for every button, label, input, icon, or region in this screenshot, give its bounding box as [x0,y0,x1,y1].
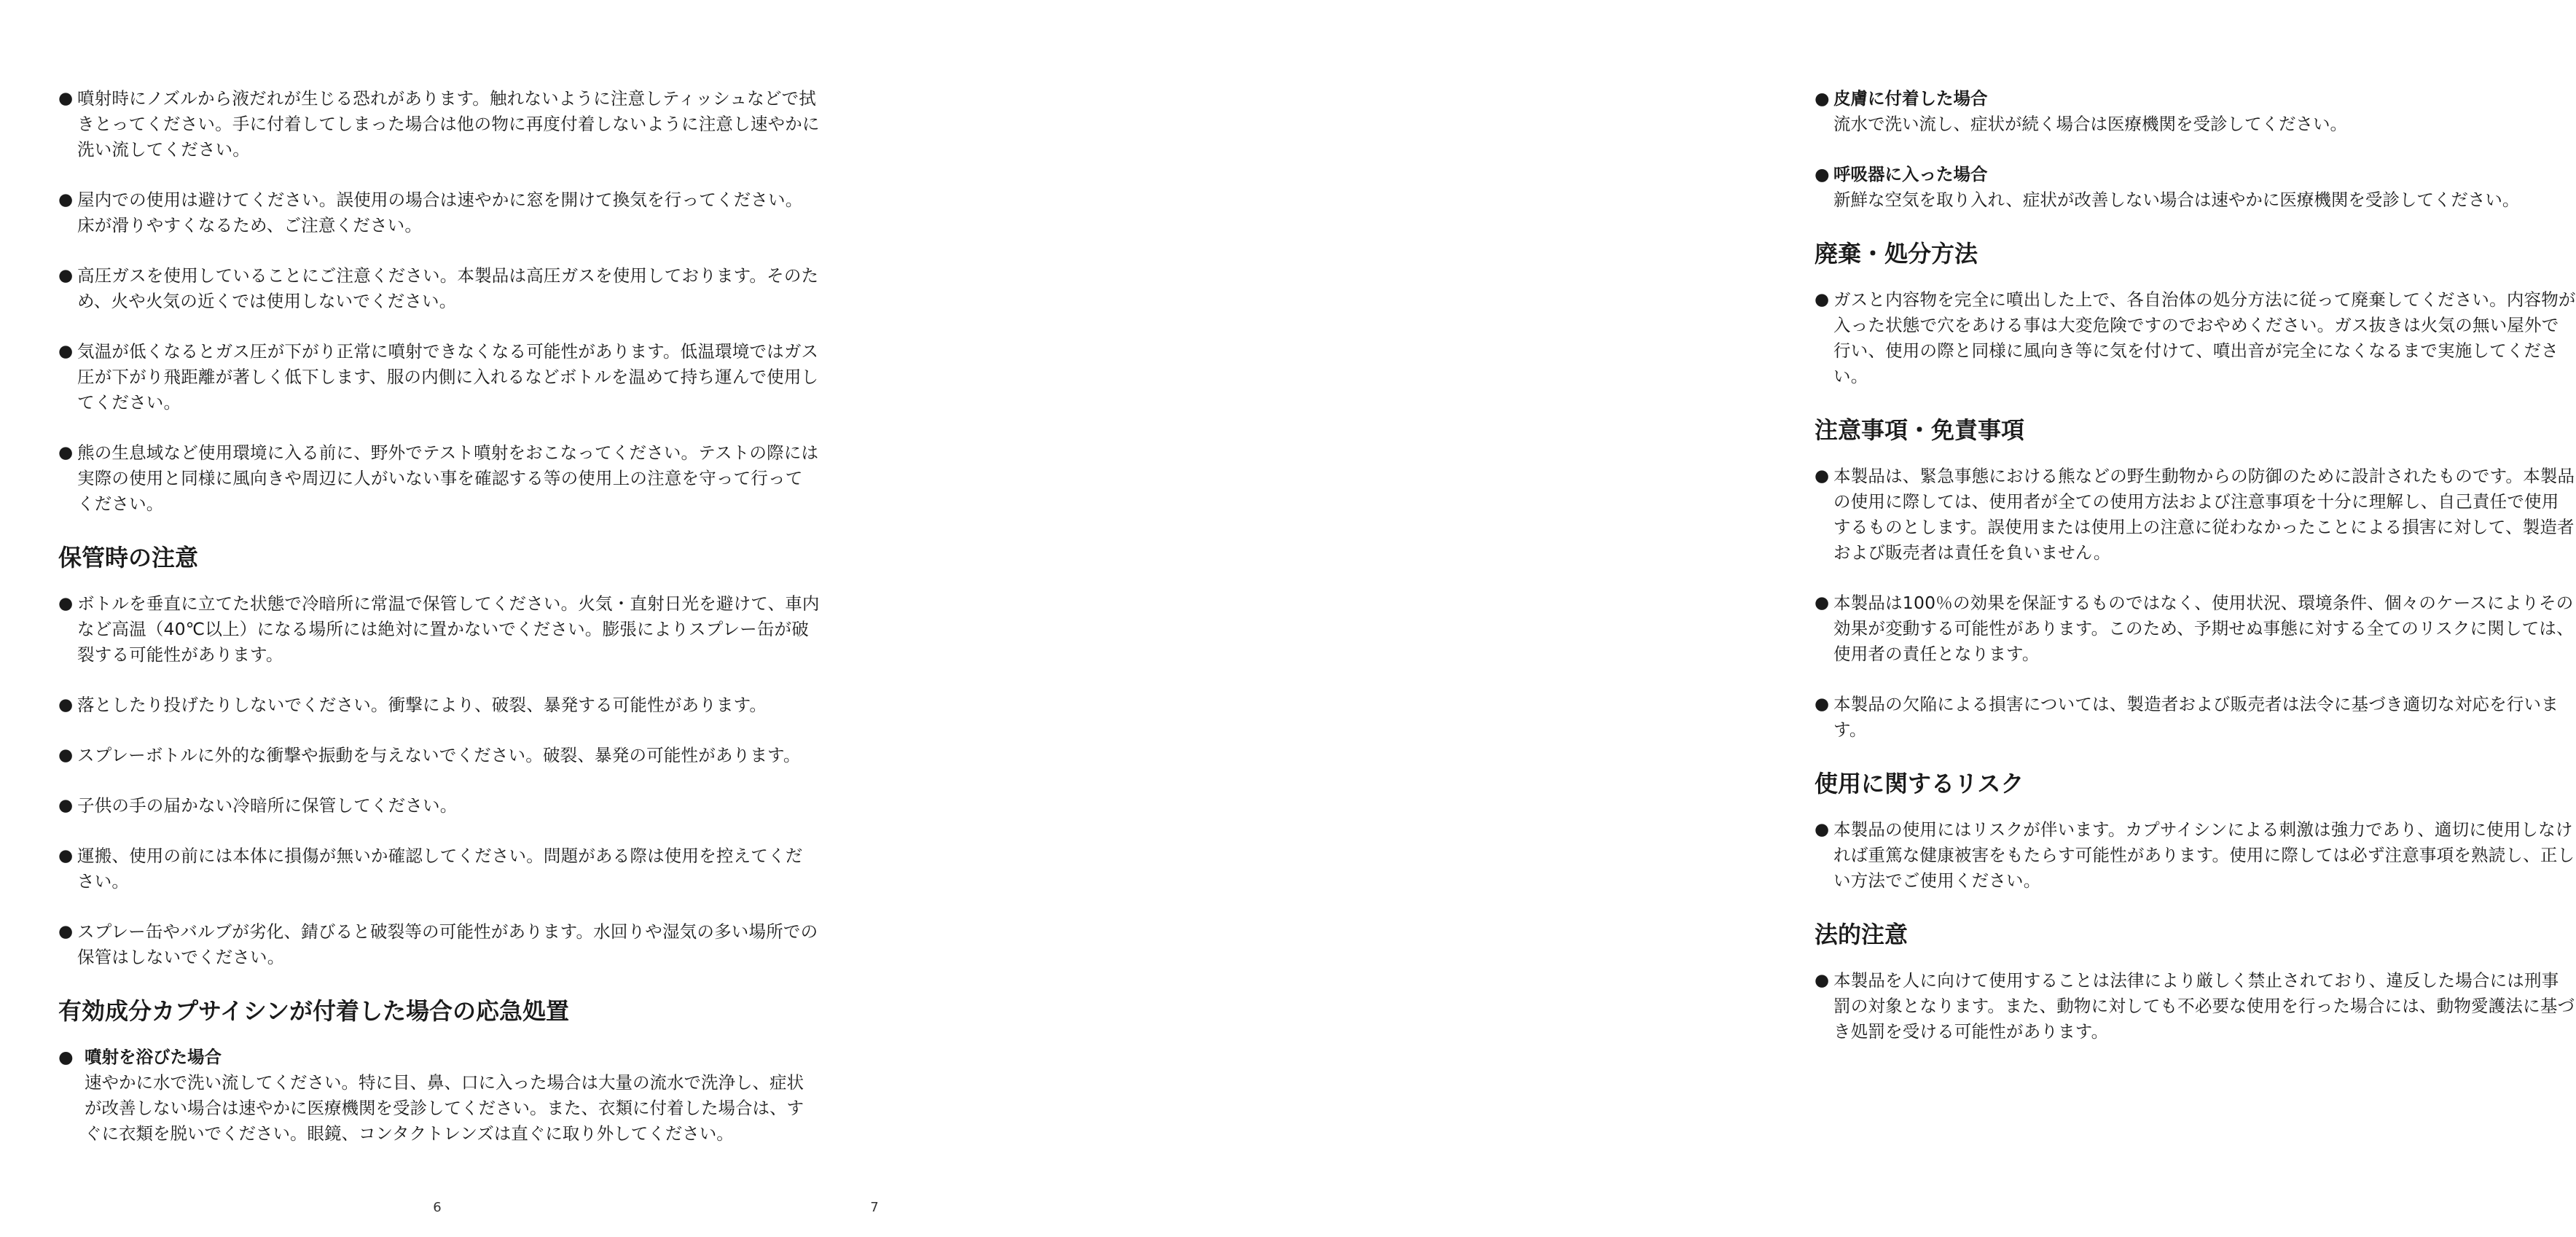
bullet-icon: ● [58,796,74,815]
risk-item: ● 本製品の使用にはリスクが伴います。カプサイシンによる刺激は強力であり、適切に使用しなければ重篤な健康被害をもたらす可能性があります。使用に際しては必ず注意事項を熟読し、正しい方法でご使用ください。 [1814,817,2576,894]
bullet-icon: ● [1814,290,1830,309]
page-number: 6 [433,1200,442,1215]
sub-body: 流水で洗い流し、症状が続く場合は医療機関を受診してください。 [1833,114,2347,134]
bullet-icon: ● [58,846,74,865]
storage-heading: 保管時の注意 [58,544,199,571]
legal-heading: 法的注意 [1814,921,1908,948]
disposal-heading: 廃棄・処分方法 [1814,240,1978,268]
caution-item: ● 高圧ガスを使用していることにご注意ください。本製品は高圧ガスを使用しております。そのため、火や火気の近くでは使用しないでください。 [58,263,820,314]
bullet-icon: ● [58,89,74,108]
sub-body: 新鮮な空気を取り入れ、症状が改善しない場合は速やかに医療機関を受診してください。 [1833,190,2520,210]
bullet-icon: ● [58,695,74,714]
bullet-icon: ● [1814,164,1830,184]
bullet-icon: ● [1814,467,1830,485]
sub-title: 噴射を浴びた場合 [85,1047,222,1067]
storage-item: ● 子供の手の届かない冷暗所に保管してください。 [58,793,820,819]
storage-item: ● スプレー缶やバルブが劣化、錆びると破裂等の可能性があります。水回りや湿気の多い場所での保管はしないでください。 [58,919,820,970]
sub-body: 速やかに水で洗い流してください。特に目、鼻、口に入った場合は大量の流水で洗浄し、症状が改善しない場合は速やかに医療機関を受診してください。また、衣類に付着した場合は、すぐに衣類を脱いでください。眼鏡、コンタクトレンズは直ぐに取り外してください。 [85,1072,804,1144]
legal-item: ● 本製品を人に向けて使用することは法律により厳しく禁止されており、違反した場合には刑事罰の対象となります。また、動物に対しても不必要な使用を行った場合には、動物愛護法に基づき処罰を受ける可能性があります。 [1814,968,2576,1045]
caution-item: ● 屋内での使用は避けてください。誤使用の場合は速やかに窓を開けて換気を行ってください。床が滑りやすくなるため、ご注意ください。 [58,187,820,238]
left-column [58,86,820,1171]
disclaimer-item: ● 本製品の欠陥による損害については、製造者および販売者は法令に基づき適切な対応を行います。 [1814,692,2576,743]
bullet-icon: ● [58,342,74,361]
risk-heading: 使用に関するリスク [1814,770,2024,797]
sub-title: 呼吸器に入った場合 [1833,164,1988,184]
caution-item: ● 気温が低くなるとガス圧が下がり正常に噴射できなくなる可能性があります。低温環境ではガス圧が下がり飛距離が著しく低下します、服の内側に入れるなどボトルを温めて持ち運んで使用してください。 [58,339,820,415]
first-aid-respiratory [1814,162,2576,213]
bullet-icon: ● [1814,695,1830,714]
bullet-icon: ● [58,922,74,941]
disclaimer-heading: 注意事項・免責事項 [1814,416,2025,444]
bullet-icon: ● [1814,593,1830,612]
caution-item: ● 熊の生息域など使用環境に入る前に、野外でテスト噴射をおこなってください。テストの際には実際の使用と同様に風向きや周辺に人がいない事を確認する等の使用上の注意を守って行ってください。 [58,440,820,517]
disclaimer-item: ● 本製品は100％の効果を保証するものではなく、使用状況、環境条件、個々のケースによりその効果が変動する可能性があります。このため、予期せぬ事態に対する全てのリスクに関しては、使用者の責任となります。 [1814,590,2576,667]
storage-item: ● スプレーボトルに外的な衝撃や振動を与えないでください。破裂、暴発の可能性があります。 [58,743,820,768]
storage-item: ● 落としたり投げたりしないでください。衝撃により、破裂、暴発する可能性があります。 [58,692,820,718]
storage-item: ● 運搬、使用の前には本体に損傷が無いか確認してください。問題がある際は使用を控えてください。 [58,843,820,894]
disposal-item: ● ガスと内容物を完全に噴出した上で、各自治体の処分方法に従って廃棄してください。内容物が入った状態で穴をあける事は大変危険ですのでおやめください。ガス抜きは火気の無い屋外で行い、使用の際と同様に風向き等に気を付けて、噴出音が完全になくなるまで実施してください。 [1814,287,2576,389]
bullet-icon: ● [58,594,74,613]
bullet-icon: ● [58,190,74,209]
sub-title: 皮膚に付着した場合 [1833,88,1988,109]
caution-item: ● 噴射時にノズルから液だれが生じる恐れがあります。触れないように注意しティッシュなどで拭きとってください。手に付着してしまった場合は他の物に再度付着しないように注意し速やかに洗い流してください。 [58,86,820,163]
left-page [0,0,874,1237]
bullet-icon: ● [1814,820,1830,839]
bullet-icon: ● [58,746,74,765]
first-aid-skin [1814,86,2576,137]
bullet-icon: ● [58,266,74,285]
bullet-icon: ● [1814,971,1830,990]
bullet-icon: ● [1814,88,1830,109]
bullet-icon: ● [58,443,74,462]
first-aid-spray-exposure [58,1045,820,1147]
right-page [870,0,2576,1237]
storage-item: ● ボトルを垂直に立てた状態で冷暗所に常温で保管してください。火気・直射日光を避けて、車内など高温（40℃以上）になる場所には絶対に置かないでください。膨張によりスプレー缶が破裂する可能性があります。 [58,591,820,668]
bullet-icon: ● [58,1047,74,1067]
first-aid-heading: 有効成分カプサイシンが付着した場合の応急処置 [58,997,569,1025]
disclaimer-item: ● 本製品は、緊急事態における熊などの野生動物からの防御のために設計されたものです。本製品の使用に際しては、使用者が全ての使用方法および注意事項を十分に理解し、自己責任で使用するものとします。誤使用または使用上の注意に従わなかったことによる損害に対して、製造者および販売者は責任を負いません。 [1814,464,2576,566]
page-number: 7 [870,1200,879,1215]
right-column [1814,86,2576,1069]
